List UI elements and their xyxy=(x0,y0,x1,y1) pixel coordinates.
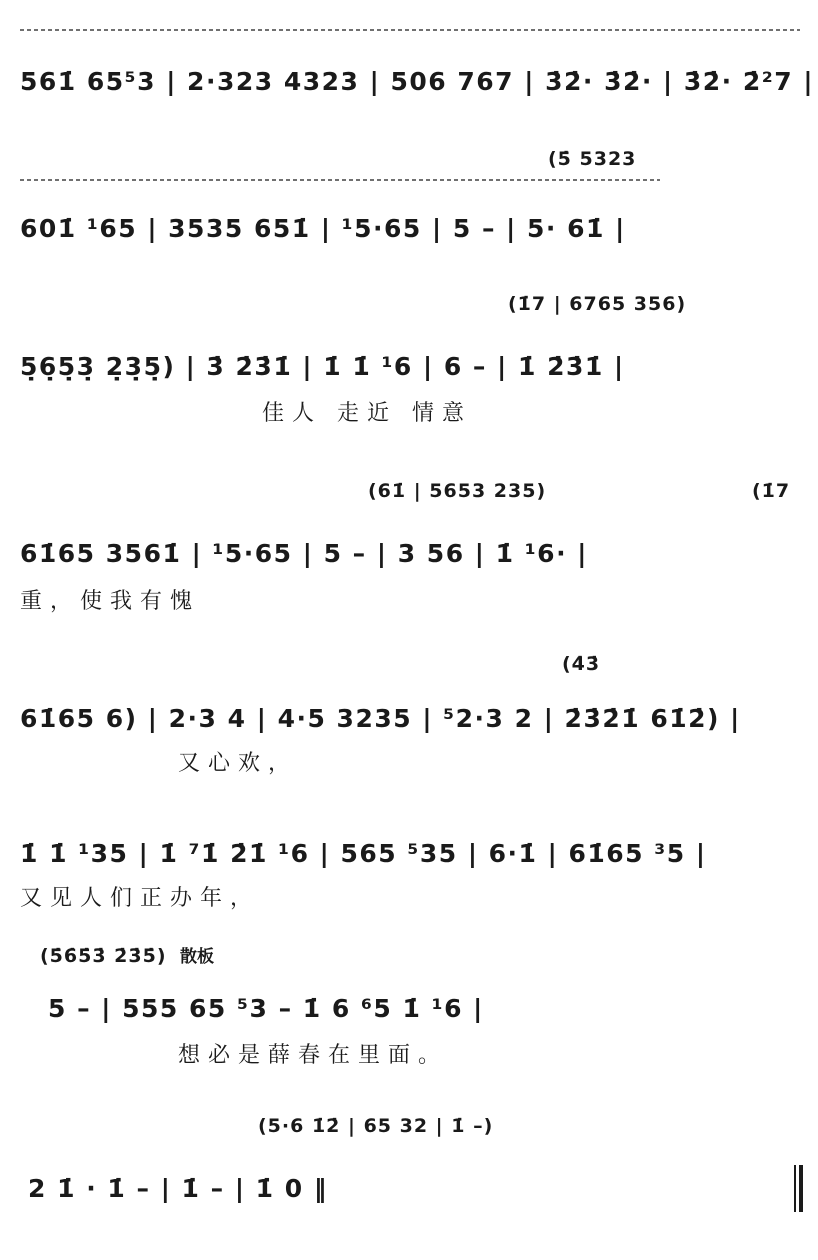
score-accompaniment-line: (1̇7 xyxy=(752,480,791,502)
score-melody-line: 61̇65 3561̇ | ¹5·65 | 5 – | 3 56 | 1̇ ¹6· | xyxy=(20,539,588,568)
score-lines xyxy=(20,30,814,1212)
score-accompaniment-line: (61̇ | 5653 235) xyxy=(368,480,547,502)
score-melody-line: 1̇ 1̇ ¹35 | 1̇ ⁷1̇ 2̇1̇ ¹6 | 565 ⁵35 | 6·1̇ | 61̇65 ³5 | xyxy=(20,839,707,868)
score-melody-line: 61̇65 6) | 2·3 4 | 4·5 3235 | ⁵2·3 2 | 2̇3̇2̇1̇ 61̇2̇) | xyxy=(20,704,741,733)
score-lyric-line: 又心欢， xyxy=(178,751,299,776)
score-accompaniment-line: (1̇7 | 6765 356) xyxy=(508,293,687,315)
score-accompaniment-line: (5̇ 5323 xyxy=(548,148,637,170)
score-lyric-line: 又见人们正办年， xyxy=(20,886,261,911)
score-melody-line: 5̣6̣5̣3̣ 2̣3̣5̣) | 3̇ 2̇3̇1̇ | 1̇ 1̇ ¹6 | 6 – | 1̇ 2̇3̇1̇ | xyxy=(20,352,625,381)
score-accompaniment-line: (5·6 1̇2̇ | 65 32 | 1̇ –) xyxy=(258,1115,494,1137)
score-lyric-line: 重，使我有愧 xyxy=(20,589,201,614)
score-lyric-line: 想必是薛春在里面。 xyxy=(178,1043,449,1068)
score-lyric-line: 佳人 走近 情意 xyxy=(262,401,472,426)
score-melody-line: 2 1̇ · 1̇ – | 1̇ – | 1̇ 0 ‖ xyxy=(28,1174,328,1203)
score-accompaniment-line: (5̇6̇5̇3̇ 2̇3̇5̇) xyxy=(40,945,167,967)
score-melody-line: 561̇ 65⁵3 | 2·323 4323 | 506 767 | 3̇2̇· 3̇2̇· | 3̇2̇· 2̇²7 | xyxy=(20,67,814,96)
score-tempo-line: 散板 xyxy=(180,947,214,967)
score-melody-line: 5 – | 555 65 ⁵3 – 1̇ 6 ⁶5 1̇ ¹6 | xyxy=(48,994,484,1023)
score-melody-line: 601̇ ¹65 | 3535 651̇ | ¹5·65 | 5 – | 5· 61̇ | xyxy=(20,214,626,243)
score-accompaniment-line: (4̇3̇ xyxy=(562,653,601,675)
